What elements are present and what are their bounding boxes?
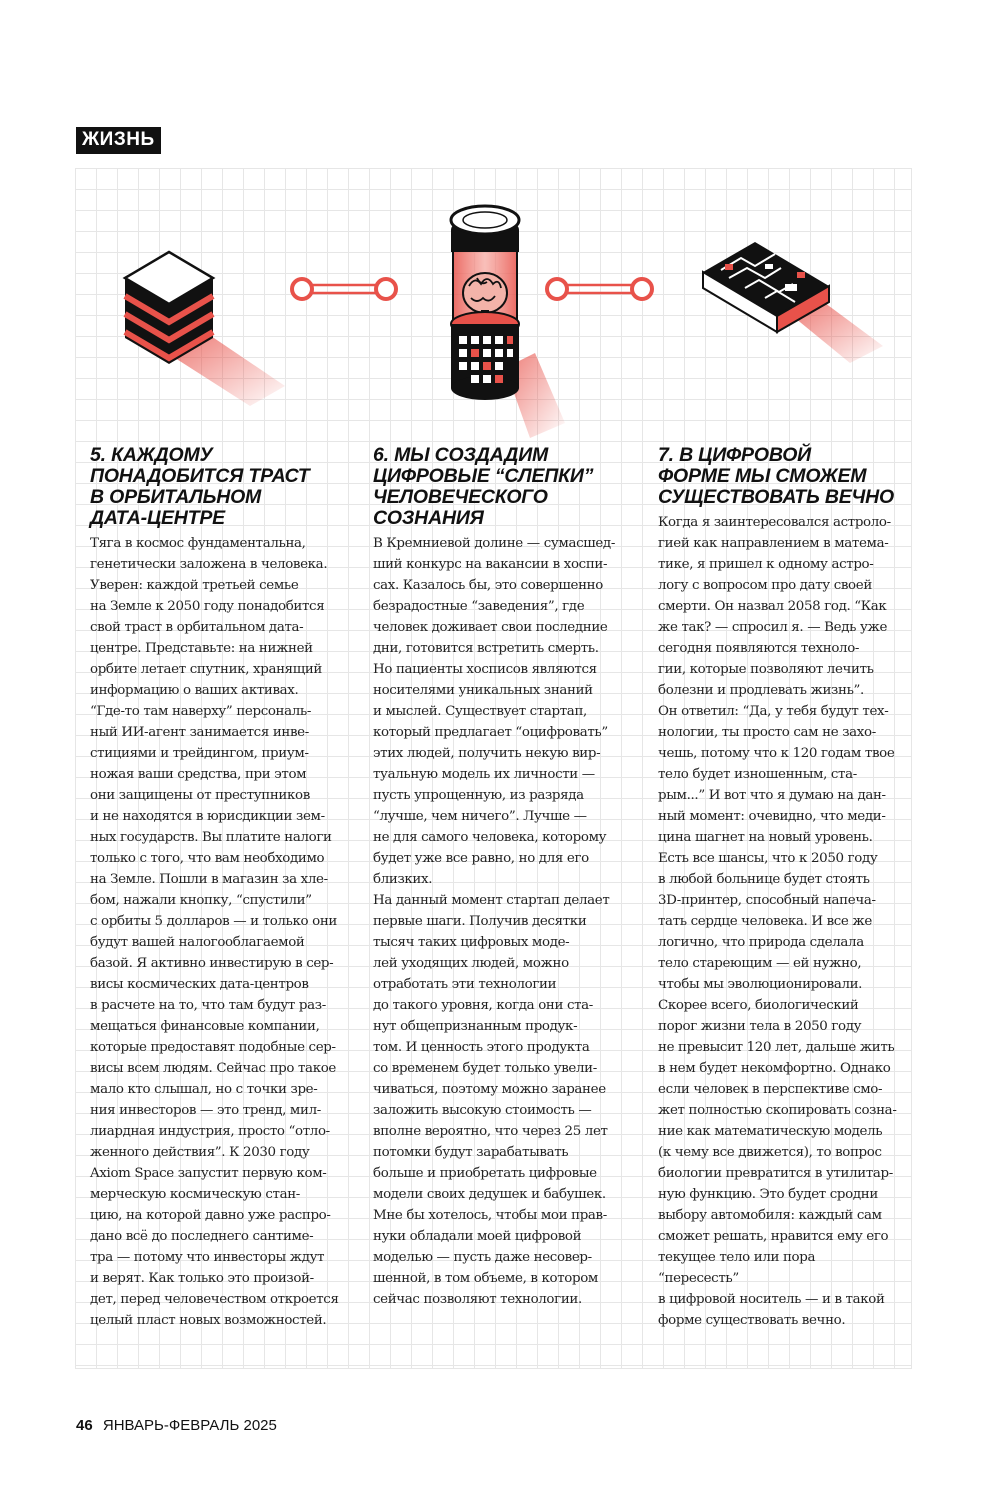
link-connector-icon (292, 279, 396, 299)
column-heading: 7. В ЦИФРОВОЙ ФОРМЕ МЫ СМОЖЕМ СУЩЕСТВОВАТЬ ВЕЧНО (658, 444, 894, 508)
link-connector-icon (547, 279, 652, 299)
brain-capsule-icon (451, 206, 565, 438)
column-body: В Кремниевой долине — сумасшед- ший конкурс на вакансии в хоспи- сах. Казалось бы, это совершенно безрадостные “заведения”, где человек доживает свои последние дни, готовится встретить смерть. Но пациенты хосписов являются носителями уникальных знаний и мыслей. Существует стартап, который предлагает “оцифровать” этих людей, получить некую вир- туальную модель их личности — пусть упрощенную, из разряда “лучше, чем ничего”. Лучше — не для самого человека, которому будет уже все равно, но для его близких. На данный момент стартап делает первые шаги. Получив десятки тысяч таких цифровых моде- лей уходящих людей, можно отработать эти технологии до такого уровня, когда они ста- нут общепризнанным продук- том. И ценность этого продукта со временем будет только увели- чиваться, поэтому можно заранее заложить высокую стоимость — вполне вероятно, что через 25 лет потомки будут зарабатывать больше и приобретать цифровые модели своих дедушек и бабушек. Мне бы хотелось, чтобы мои прав- нуки обладали моей цифровой моделью — пусть даже несовер- шенной, в том объеме, в котором сейчас позволяют технологии. (373, 536, 615, 1307)
column-body: Когда я заинтересовался астроло- гией как направлением в матема- тике, я пришел к одному астро- логу с вопросом про дату своей смерти. Он назвал 2058 год. “Как же так? — спросил я. — Ведь уже сегодня появляются техноло- гии, которые позволяют лечить болезни и продлевать жизнь”. Он ответил: “Да, у тебя будут тех- нологии, ты просто сам не захо- чешь, потому что к 120 годам твое тело будет изношенным, ста- рым...” И вот что я думаю на дан- ный момент: очевидно, что меди- цина шагнет на новый уровень. Есть все шансы, что к 2050 году в любой больнице будет стоять 3D-принтер, способный напеча- тать сердце человека. И все же логично, что природа сделала тело стареющим — ей нужно, чтобы мы эволюционировали. Скорее всего, биологический порог жизни тела в 2050 году не превысит 120 лет, дальше жить в нем будет некомфортно. Однако если человек в перспективе смо- жет полностью скопировать созна- ние как математическую модель (к чему все движется), то вопрос биологии превратится в утилитар- ную функцию. Это будет сродни выбору автомобиля: каждый сам сможет решать, нравится ему его текущее тело или пора “пересесть” в цифровой носитель — и в такой форме существовать вечно. (658, 515, 897, 1328)
issue-date: ЯНВАРЬ-ФЕВРАЛЬ 2025 (102, 1417, 277, 1434)
article-column-6 (373, 445, 623, 1310)
stacked-cube-icon (125, 252, 285, 406)
section-tag: ЖИЗНЬ (76, 127, 161, 154)
illustration-strip (75, 168, 911, 448)
column-heading: 5. КАЖДОМУ ПОНАДОБИТСЯ ТРАСТ В ОРБИТАЛЬНОМ ДАТА-ЦЕНТРЕ (90, 444, 310, 529)
article-column-7 (658, 445, 898, 1331)
article-grid (75, 168, 912, 1369)
circuit-chip-icon (703, 168, 883, 363)
page-number: 46 (76, 1417, 93, 1434)
page-footer (76, 1417, 277, 1434)
article-column-5 (90, 445, 340, 1331)
column-body: Тяга в космос фундаментальна, генетически заложена в человека. Уверен: каждой третьей семье на Земле к 2050 году понадобится свой траст в орбитальном дата- центре. Представьте: на нижней орбите летает спутник, хранящий информацию о ваших активах. “Где-то там наверху” персональ- ный ИИ-агент занимается инве- стициями и трейдингом, приум- ножая ваши средства, при этом они защищены от преступников и не находятся в юрисдикции зем- ных государств. Вы платите налоги только с того, что вам необходимо на Земле. Пошли в магазин за хле- бом, нажали кнопку, “спустили” с орбиты 5 долларов — и только они будут вашей налогооблагаемой базой. Я активно инвестирую в сер- висы космических дата-центров в расчете на то, что там будут раз- мещаться финансовые компании, которые предоставят подобные сер- висы всем людям. Сейчас про такое мало кто слышал, но с точки зре- ния инвесторов — это тренд, мил- лиардная индустрия, просто “отло- женного действия”. К 2030 году Axiom Space запустит первую ком- мерческую космическую стан- цию, на которой давно уже распро- дано всё до последнего сантиме- тра — потому что инвесторы ждут и верят. Как только это произой- дет, перед человечеством откроется целый пласт новых возможностей. (90, 536, 339, 1328)
column-heading: 6. МЫ СОЗДАДИМ ЦИФРОВЫЕ “СЛЕПКИ” ЧЕЛОВЕЧЕСКОГО СОЗНАНИЯ (373, 444, 594, 529)
